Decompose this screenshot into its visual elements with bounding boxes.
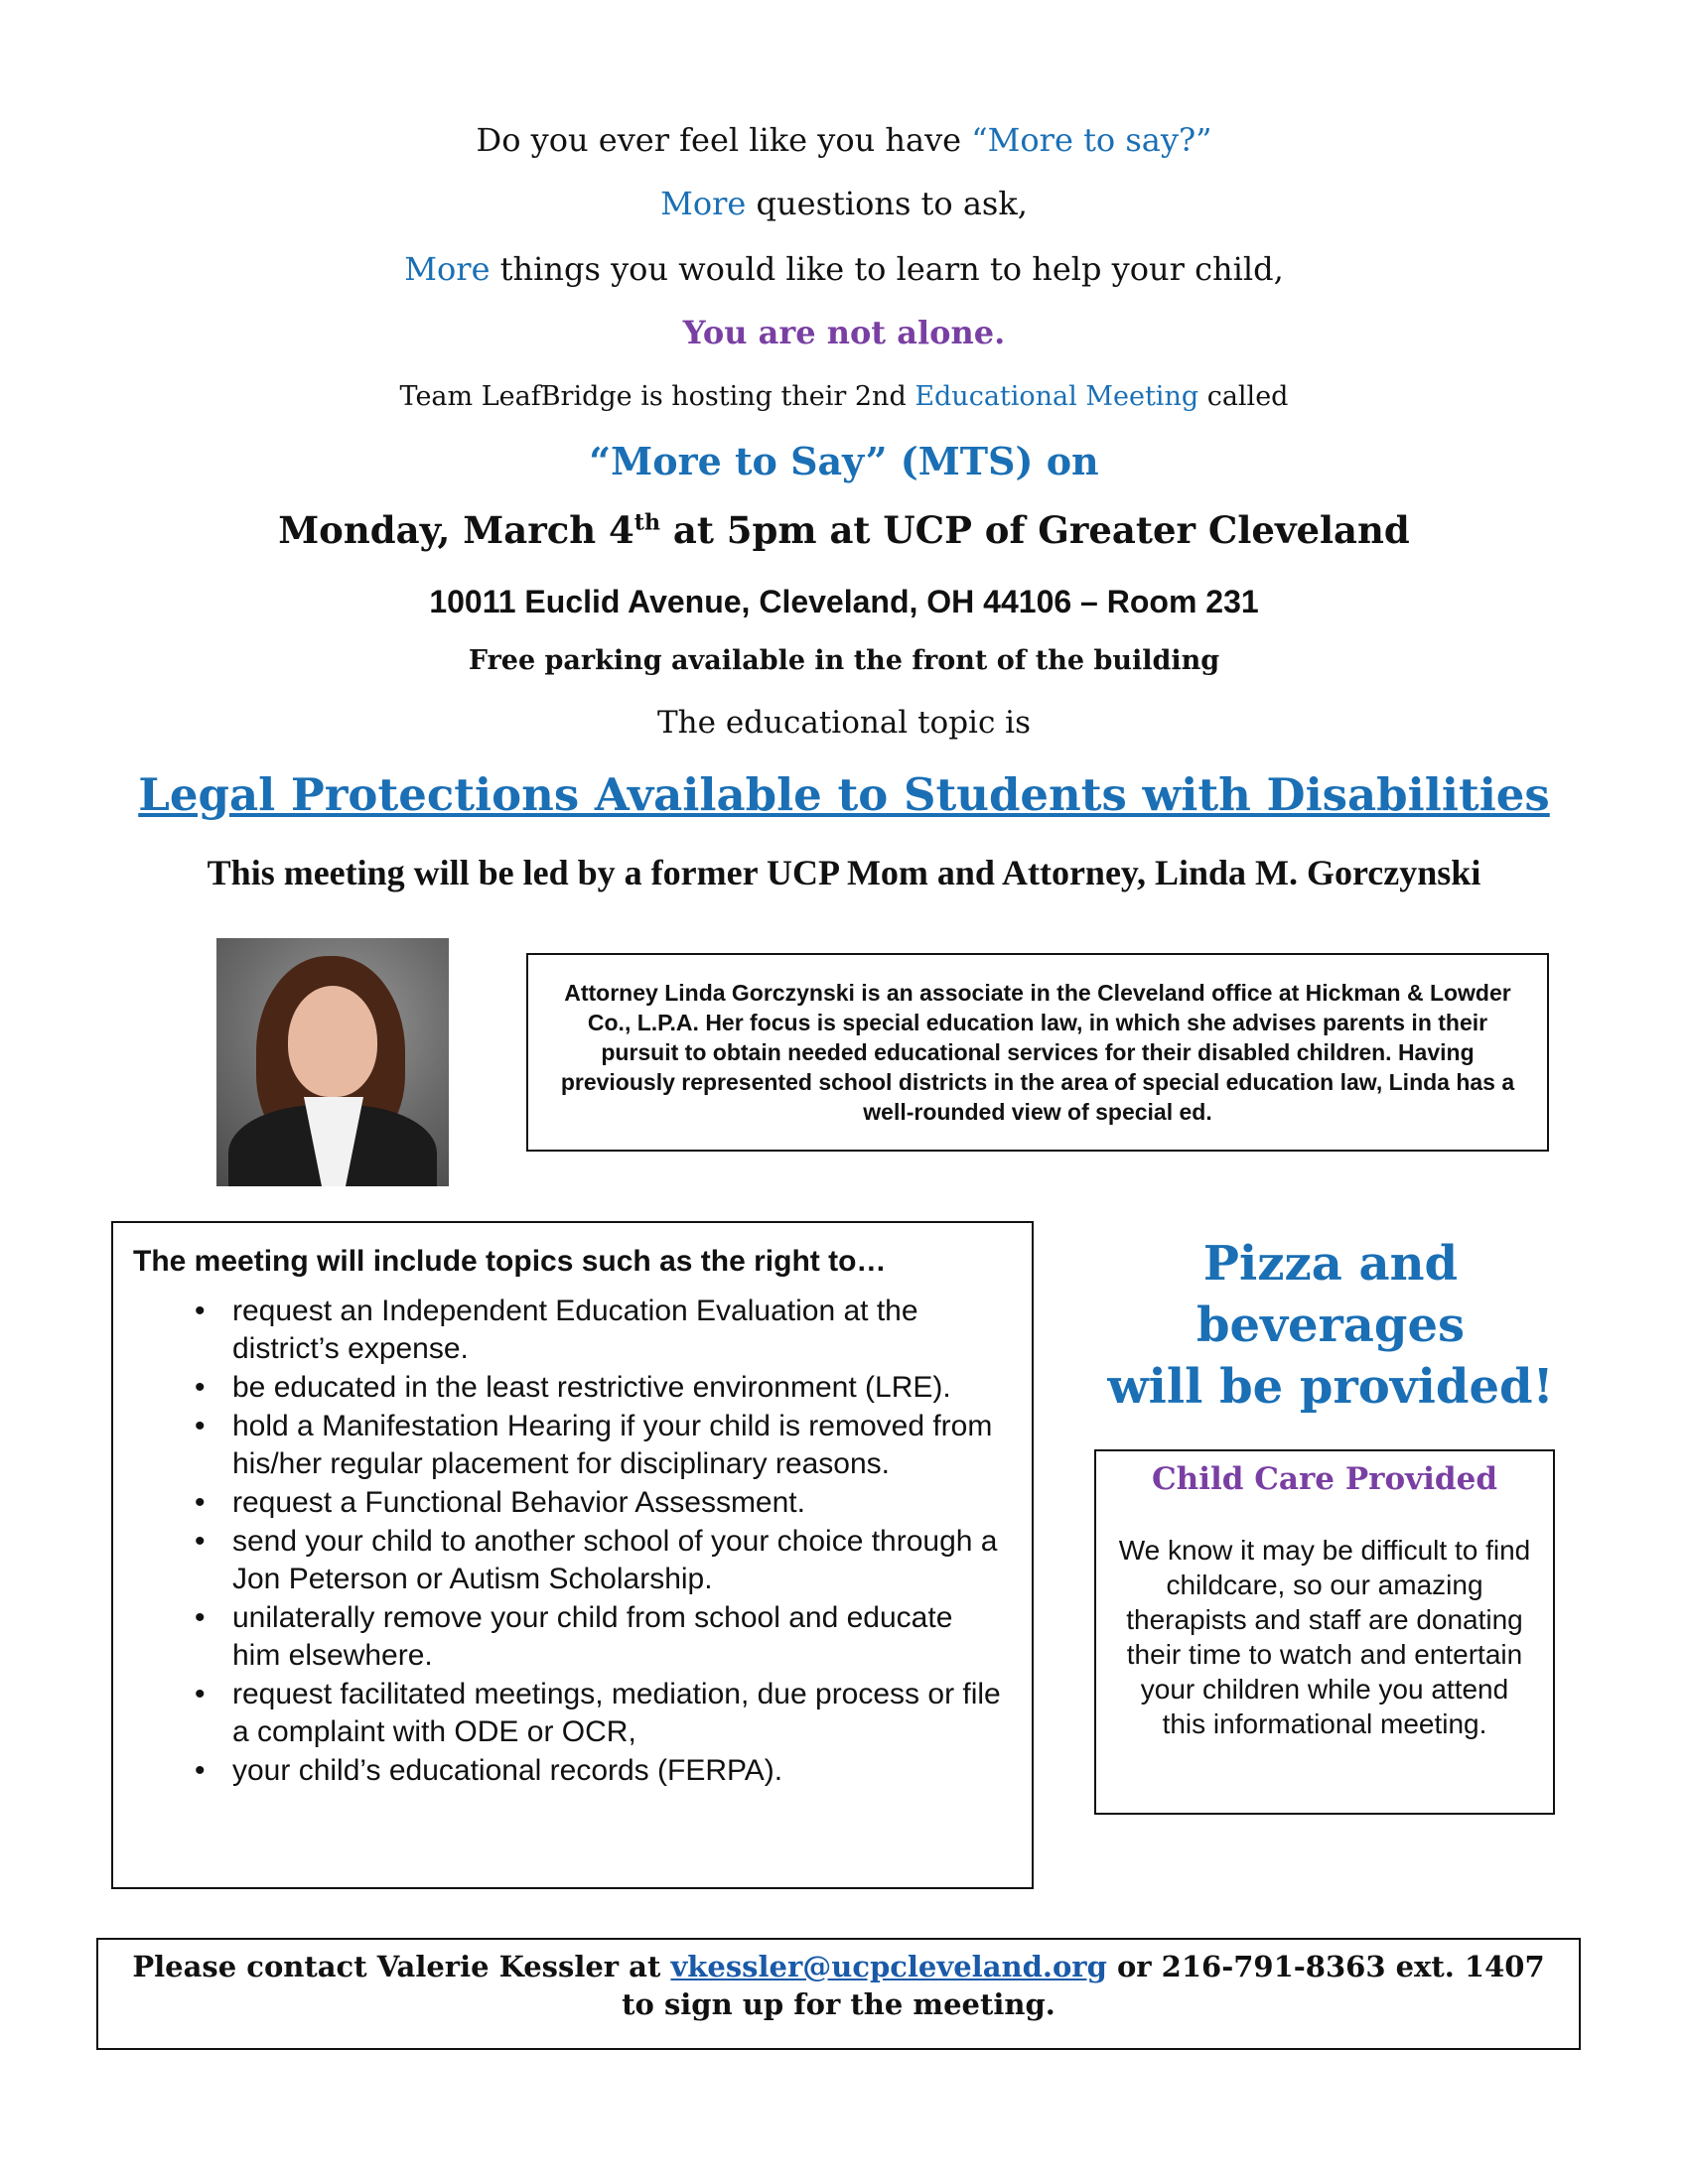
intro-line-1-prefix: Do you ever feel like you have — [476, 121, 972, 159]
bullet-icon: • — [195, 1525, 206, 1558]
list-item-text: your child’s educational records (FERPA). — [232, 1754, 783, 1787]
list-item-text: unilaterally remove your child from school and educate him elsewhere. — [232, 1601, 953, 1672]
childcare-title: Child Care Provided — [1151, 1461, 1498, 1497]
list-item-text: request facilitated meetings, mediation, due process or file a complaint with ODE or OCR, — [232, 1678, 1001, 1748]
childcare-text: We know it may be difficult to find childcare, so our amazing therapists and staff are donating their time to watch and entertain your children while you attend this informational meeting. — [1118, 1535, 1531, 1739]
list-item — [133, 1408, 1032, 1483]
topic-title: Legal Protections Available to Students with Disabilities — [138, 768, 1550, 821]
bullet-icon: • — [195, 1410, 206, 1442]
contact-line-2: to sign up for the meeting. — [622, 1987, 1055, 2021]
leader-line: This meeting will be led by a former UCP Mom and Attorney, Linda M. Gorczynski — [207, 853, 1481, 892]
list-item — [133, 1293, 1032, 1368]
bullet-icon: • — [195, 1601, 206, 1634]
pizza-line-2: will be provided! — [1107, 1359, 1554, 1415]
intro-line-5-prefix: Team LeafBridge is hosting their 2nd — [399, 381, 915, 412]
contact-line-1 — [98, 1948, 1579, 1985]
pizza-announcement — [1072, 1233, 1589, 1418]
event-address: 10011 Euclid Avenue, Cleveland, OH 44106 – Room 231 — [429, 584, 1259, 619]
intro-line-4: You are not alone. — [682, 314, 1006, 351]
intro-line-2 — [0, 185, 1688, 222]
topics-heading: The meeting will include topics such as the right to… — [133, 1245, 887, 1278]
intro-line-5-highlight: Educational Meeting — [914, 381, 1199, 412]
intro-line-5 — [0, 381, 1688, 412]
contact-middle: or 216-791-8363 ext. 1407 — [1106, 1950, 1545, 1983]
pizza-line-1: Pizza and beverages — [1196, 1236, 1466, 1353]
list-item-text: request an Independent Education Evaluation at the district’s expense. — [232, 1295, 918, 1365]
event-date-prefix: Monday, March 4 — [278, 508, 634, 552]
list-item — [133, 1369, 1032, 1407]
bullet-icon: • — [195, 1754, 206, 1787]
bullet-icon: • — [195, 1486, 206, 1519]
bullet-icon: • — [195, 1295, 206, 1327]
bullet-icon: • — [195, 1678, 206, 1710]
topic-intro: The educational topic is — [656, 705, 1031, 741]
list-item-text: send your child to another school of your choice through a Jon Peterson or Autism Scholarship. — [232, 1525, 998, 1595]
attorney-photo — [216, 938, 449, 1186]
intro-line-2-rest: questions to ask, — [746, 185, 1028, 222]
bullet-icon: • — [195, 1371, 206, 1404]
list-item — [133, 1523, 1032, 1598]
topics-list — [133, 1293, 1032, 1790]
childcare-box — [1094, 1449, 1555, 1815]
list-item-text: request a Functional Behavior Assessment. — [232, 1486, 805, 1519]
contact-box — [96, 1938, 1581, 2050]
intro-line-3-rest: things you would like to learn to help your child, — [490, 250, 1284, 288]
intro-line-1 — [0, 121, 1688, 159]
bio-box — [526, 953, 1549, 1152]
intro-line-1-highlight: “More to say?” — [971, 121, 1212, 159]
event-date-sup: th — [633, 509, 660, 536]
intro-line-2-highlight: More — [660, 185, 747, 222]
event-parking: Free parking available in the front of the building — [468, 645, 1220, 676]
photo-face — [288, 986, 377, 1097]
bio-text: Attorney Linda Gorczynski is an associate in the Cleveland office at Hickman & Lowder Co., L.P.A. Her focus is special education law, in which she advises parents in their pursuit to obtain needed educational services for their disabled children. Having previously represented school districts in the area of special education law, Linda has a well-rounded view of special ed. — [560, 980, 1515, 1125]
list-item-text: be educated in the least restrictive environment (LRE). — [232, 1371, 951, 1404]
event-name: “More to Say” (MTS) on — [589, 439, 1099, 483]
list-item — [133, 1599, 1032, 1675]
list-item — [133, 1484, 1032, 1522]
contact-email-link[interactable]: vkessler@ucpcleveland.org — [670, 1950, 1107, 1983]
contact-prefix: Please contact Valerie Kessler at — [132, 1950, 671, 1983]
list-item-text: hold a Manifestation Hearing if your child is removed from his/her regular placement for disciplinary reasons. — [232, 1410, 993, 1480]
list-item — [133, 1752, 1032, 1790]
list-item — [133, 1676, 1032, 1751]
intro-line-3 — [0, 250, 1688, 288]
topics-box — [111, 1221, 1034, 1889]
intro-line-5-suffix: called — [1198, 381, 1289, 412]
intro-line-3-highlight: More — [404, 250, 491, 288]
event-date-suffix: at 5pm at UCP of Greater Cleveland — [659, 508, 1410, 552]
event-date — [0, 508, 1688, 552]
